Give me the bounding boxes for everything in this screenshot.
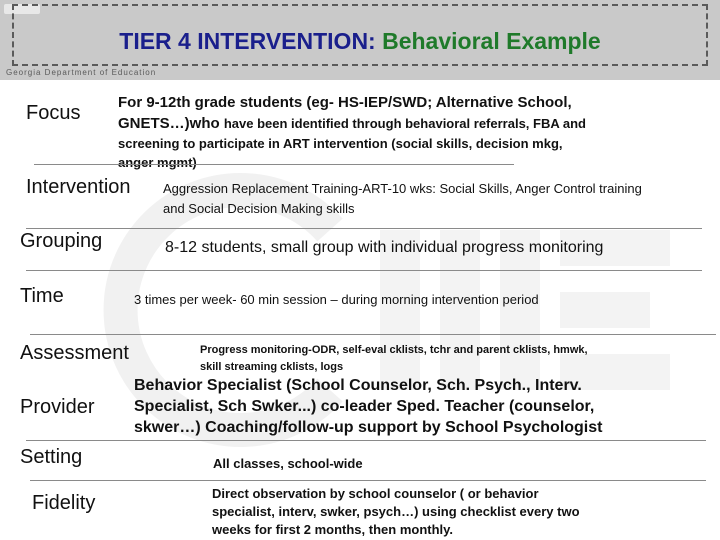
focus-line-2a: GNETS…)who (118, 115, 224, 132)
fidelity-line-3: weeks for first 2 months, then monthly. (212, 522, 454, 537)
provider-line-2: Specialist, Sch Swker...) co-leader Sped. Teacher (counselor, (134, 398, 595, 415)
title-accent: Behavioral Example (375, 28, 601, 54)
focus-line-3: screening to participate in ART intervention (social skills, decision mkg, (118, 136, 563, 151)
focus-label: Focus (26, 102, 81, 124)
header-bar (0, 0, 720, 80)
slide-title (0, 28, 720, 55)
time-label: Time (20, 285, 64, 307)
divider-4 (30, 334, 716, 335)
focus-line-1: For 9-12th grade students (eg- HS-IEP/SWD; Alternative School, (118, 94, 572, 111)
setting-label: Setting (20, 446, 83, 468)
setting-text: All classes, school-wide (213, 456, 363, 471)
title-main: TIER 4 INTERVENTION: (119, 28, 376, 54)
fidelity-text (212, 485, 580, 539)
time-text: 3 times per week- 60 min session – during morning intervention period (134, 292, 539, 307)
intervention-line-2: and Social Decision Making skills (163, 201, 355, 216)
fidelity-line-1: Direct observation by school counselor ( or behavior (212, 486, 539, 501)
assessment-line-2: skill streaming cklists, logs (200, 361, 344, 373)
grouping-label: Grouping (20, 230, 103, 252)
divider-2 (26, 228, 702, 229)
assessment-label: Assessment (20, 342, 129, 364)
divider-5 (26, 440, 706, 441)
focus-line-2 (118, 113, 586, 134)
department-name: Georgia Department of Education (6, 68, 157, 77)
provider-text (134, 375, 602, 438)
divider-3 (26, 270, 702, 271)
fidelity-line-2: specialist, interv, swker, psych…) using checklist every two (212, 504, 580, 519)
focus-text (118, 92, 586, 172)
divider-6 (30, 480, 706, 481)
grouping-text: 8-12 students, small group with individual progress monitoring (165, 239, 604, 256)
provider-line-1: Behavior Specialist (School Counselor, Sch. Psych., Interv. (134, 377, 582, 394)
intervention-line-1: Aggression Replacement Training-ART-10 wks: Social Skills, Anger Control training (163, 181, 642, 196)
provider-line-3: skwer…) Coaching/follow-up support by School Psychologist (134, 419, 603, 436)
provider-label: Provider (20, 396, 95, 418)
divider-1 (34, 164, 514, 165)
intervention-text (163, 179, 642, 219)
focus-line-4: anger mgmt) (118, 155, 197, 170)
assessment-line-1: Progress monitoring-ODR, self-eval cklists, tchr and parent cklists, hmwk, (200, 344, 588, 356)
intervention-label: Intervention (26, 176, 131, 198)
focus-line-2b: have been identified through behavioral referrals, FBA and (223, 116, 586, 131)
assessment-text (200, 342, 588, 376)
fidelity-label: Fidelity (32, 492, 96, 514)
